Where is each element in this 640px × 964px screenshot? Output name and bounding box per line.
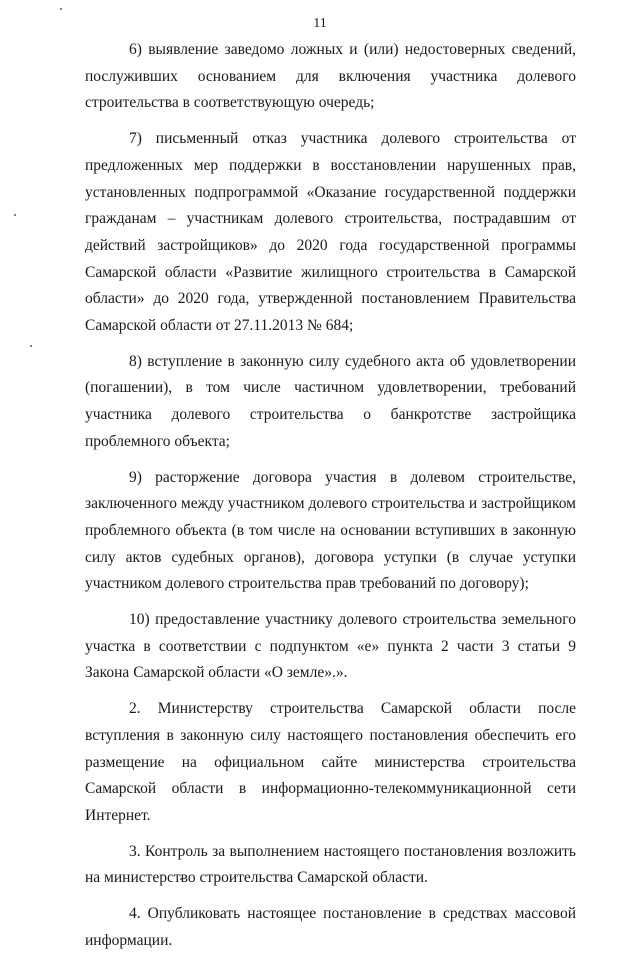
clause-3: 3. Контроль за выполнением настоящего постановления возложить на министерство строительства Самарской области. (85, 842, 576, 887)
list-item-6: 6) выявление заведомо ложных и (или) недостоверных сведений, послуживших основанием для включения участника долевого строительства в соответствующую очередь; (85, 41, 576, 112)
scan-speck (14, 214, 16, 216)
scan-speck (30, 345, 32, 347)
list-item-8: 8) вступление в законную силу судебного акта об удовлетворении (погашении), в том числе частичном удовлетворении, требований участника долевого строительства о банкротстве застройщика проблемного объекта; (85, 352, 576, 450)
list-item-9: 9) расторжение договора участия в долевом строительстве, заключенного между участником долевого строительства и застройщиком проблемного объекта (в том числе на основании вступивших в законную силу актов судебных органов), договора уступки (в случае уступки участником долевого строительства прав требований по договору); (85, 468, 576, 593)
clause-4: 4. Опубликовать настоящее постановление в средствах массовой информации. (85, 905, 576, 949)
clause-2: 2. Министерству строительства Самарской области после вступления в законную силу настоящего постановления обеспечить его размещение на официальном сайте министерства строительства Самарской области в информационно-телекоммуникационной сети Интернет. (85, 700, 576, 824)
list-item-7: 7) письменный отказ участника долевого строительства от предложенных мер поддержки в восстановлении нарушенных прав, установленных подпрограммой «Оказание государственной поддержки гражданам – участникам долевого строительства, пострадавшим от действий застройщиков» до 2020 года государственной программы Самарской области «Развитие жилищного строительства в Самарской области» до 2020 года, утвержденной постановлением Правительства Самарской области от 27.11.2013 № 684; (85, 130, 576, 335)
scan-speck (60, 8, 62, 10)
page-number: 11 (313, 16, 327, 31)
document-body (85, 37, 576, 964)
list-item-10: 10) предоставление участнику долевого строительства земельного участка в соответствии с подпунктом «е» пункта 2 части 3 статьи 9 Закона Самарской области «О земле».». (85, 611, 576, 682)
